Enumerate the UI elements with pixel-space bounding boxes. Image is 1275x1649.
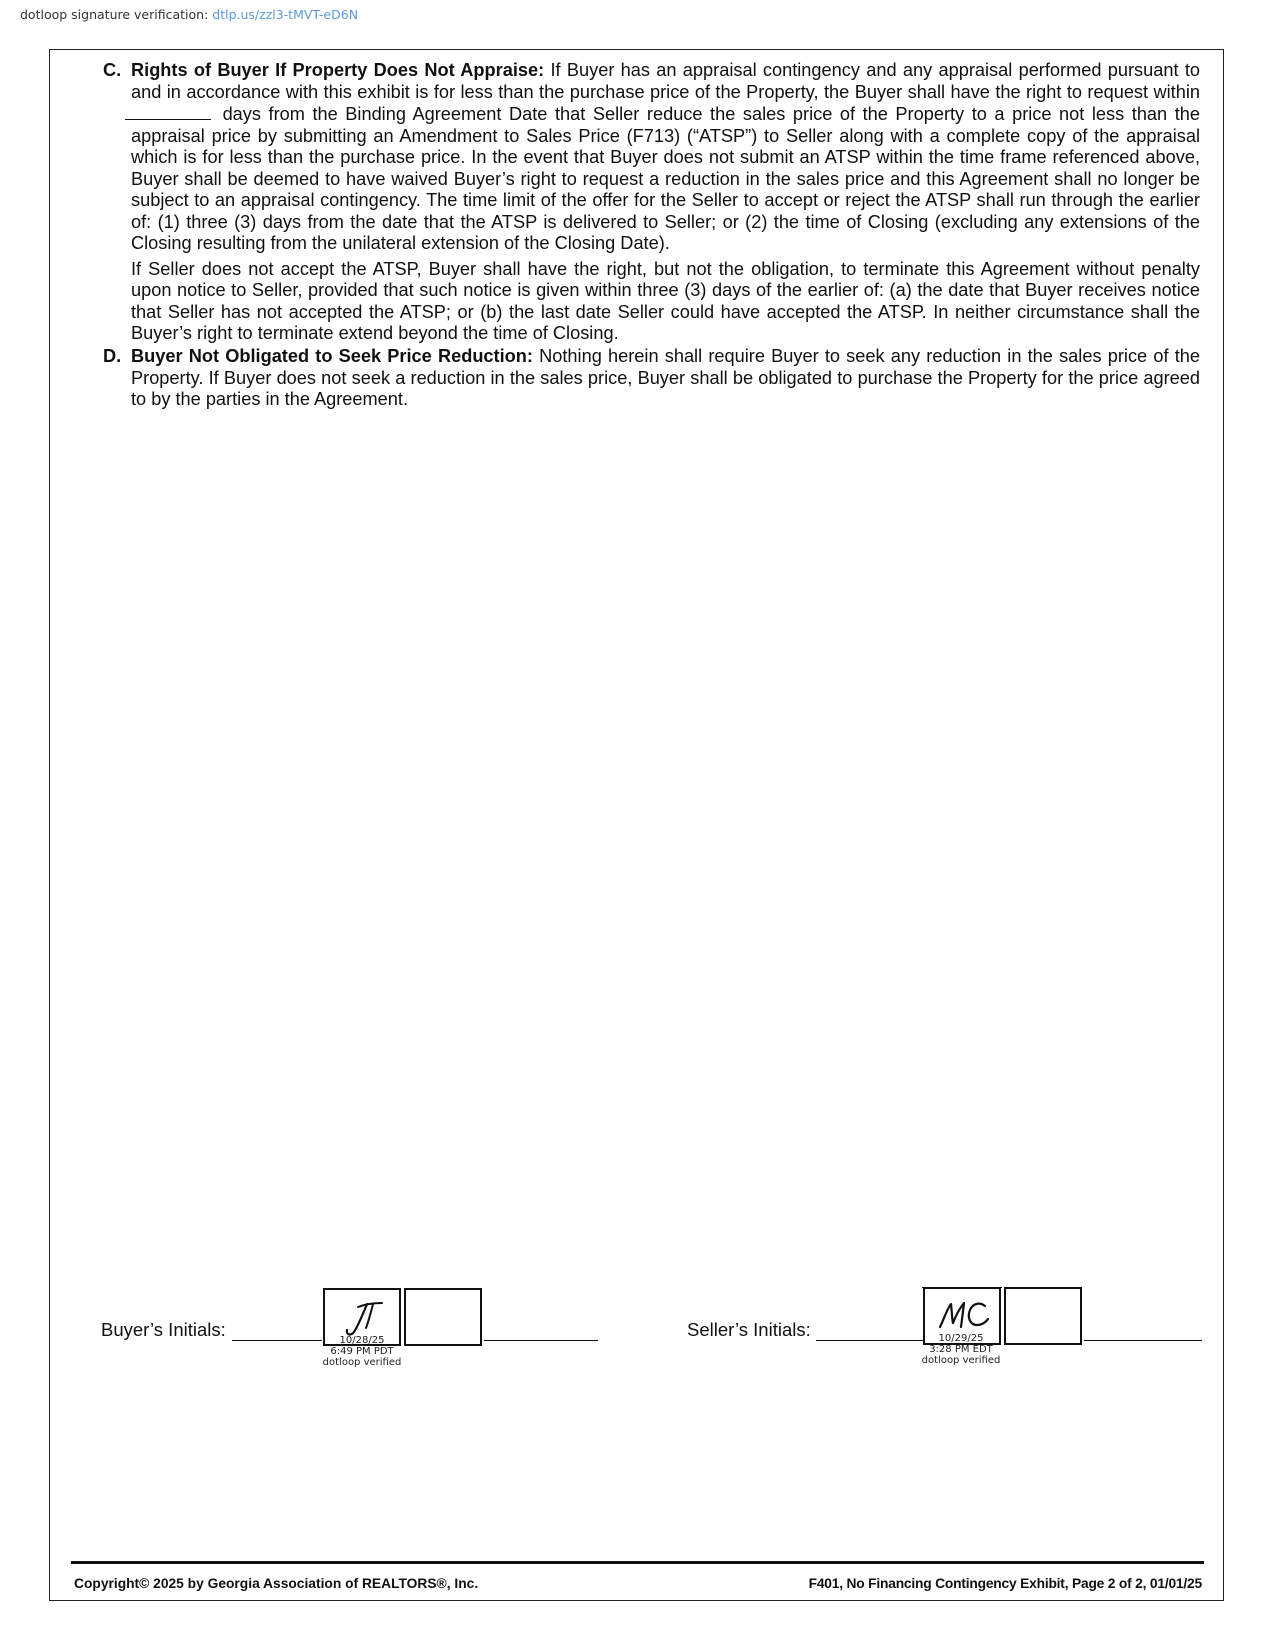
- seller-dotloop-stamp: [906, 1333, 1016, 1366]
- seller-initials-line: [1084, 1340, 1202, 1341]
- stamp-time: 3:28 PM EDT: [929, 1344, 993, 1355]
- days-blank-field[interactable]: [125, 103, 211, 120]
- buyer-dotloop-stamp: [307, 1335, 417, 1368]
- stamp-time: 6:49 PM PDT: [330, 1346, 394, 1357]
- seller-initials-signature: [937, 1299, 991, 1333]
- buyer-initials-label: Buyer’s Initials:: [101, 1319, 226, 1340]
- clause-text: days from the Binding Agreement Date that Seller reduce the sales price of the Property to a price not less than the appraisal price by submitting an Amendment to Sales Price (F713) (“ATSP”) to Seller along with a complete copy of the appraisal which is for less than the purchase price. In the event that Buyer does not submit an ATSP within the time frame referenced above, Buyer shall be deemed to have waived Buyer’s right to request a reduction in the sales price and this Agreement shall no longer be subject to an appraisal contingency. The time limit of the offer for the Seller to accept or reject the ATSP shall run through the earlier of: (1) three (3) days from the date that the ATSP is delivered to Seller; or (2) the time of Closing (excluding any extensions of the Closing resulting from the unilateral extension of the Closing Date).: [131, 104, 1200, 253]
- clause-paragraph: [131, 346, 1200, 411]
- stamp-verified: dotloop verified: [921, 1355, 1001, 1366]
- verification-link[interactable]: dtlp.us/zzl3-tMVT-eD6N: [212, 7, 359, 22]
- clause-body: [131, 346, 1200, 411]
- clause-heading: Buyer Not Obligated to Seek Price Reduction:: [131, 346, 533, 366]
- clause-paragraph: [131, 60, 1200, 255]
- clause-text: If Buyer has an appraisal contingency and any appraisal performed pursuant to and in accordance with this exhibit is for less than the purchase price of the Property, the Buyer shall have the right to request within: [131, 60, 1200, 102]
- clause-letter: C.: [103, 60, 122, 80]
- buyer-initials-signature: [341, 1300, 385, 1340]
- seller-initials-label: Seller’s Initials:: [687, 1319, 811, 1340]
- clause-letter: D.: [103, 346, 122, 366]
- verification-label: dotloop signature verification:: [20, 7, 209, 22]
- clause-heading: Rights of Buyer If Property Does Not Appraise:: [131, 60, 545, 80]
- signature-verification-line: [20, 7, 358, 22]
- clause-paragraph: If Seller does not accept the ATSP, Buyer shall have the right, but not the obligation, to terminate this Agreement without penalty upon notice to Seller, provided that such notice is given within three (3) days of the earlier of: (a) the date that Buyer receives notice that Seller has not accepted the ATSP; or (b) the last date Seller could have accepted the ATSP. In neither circumstance shall the Buyer’s right to terminate extend beyond the time of Closing.: [131, 258, 1200, 343]
- stamp-date: 10/29/25: [938, 1333, 984, 1344]
- footer-form-id: F401, No Financing Contingency Exhibit, Page 2 of 2, 01/01/25: [808, 1576, 1202, 1591]
- footer-copyright: Copyright© 2025 by Georgia Association of REALTORS®, Inc.: [74, 1576, 479, 1591]
- clause-d: [103, 346, 1200, 411]
- footer-rule: [71, 1561, 1204, 1564]
- clause-text: Nothing herein shall require Buyer to seek any reduction in the sales price of the Property. If Buyer does not seek a reduction in the sales price, Buyer shall be obligated to purchase the Property for the price agreed to by the parties in the Agreement.: [131, 346, 1200, 409]
- stamp-date: 10/28/25: [339, 1335, 385, 1346]
- buyer-initials-line: [484, 1340, 598, 1341]
- stamp-verified: dotloop verified: [322, 1357, 402, 1368]
- clause-body: [131, 60, 1200, 345]
- clause-c: [103, 60, 1200, 345]
